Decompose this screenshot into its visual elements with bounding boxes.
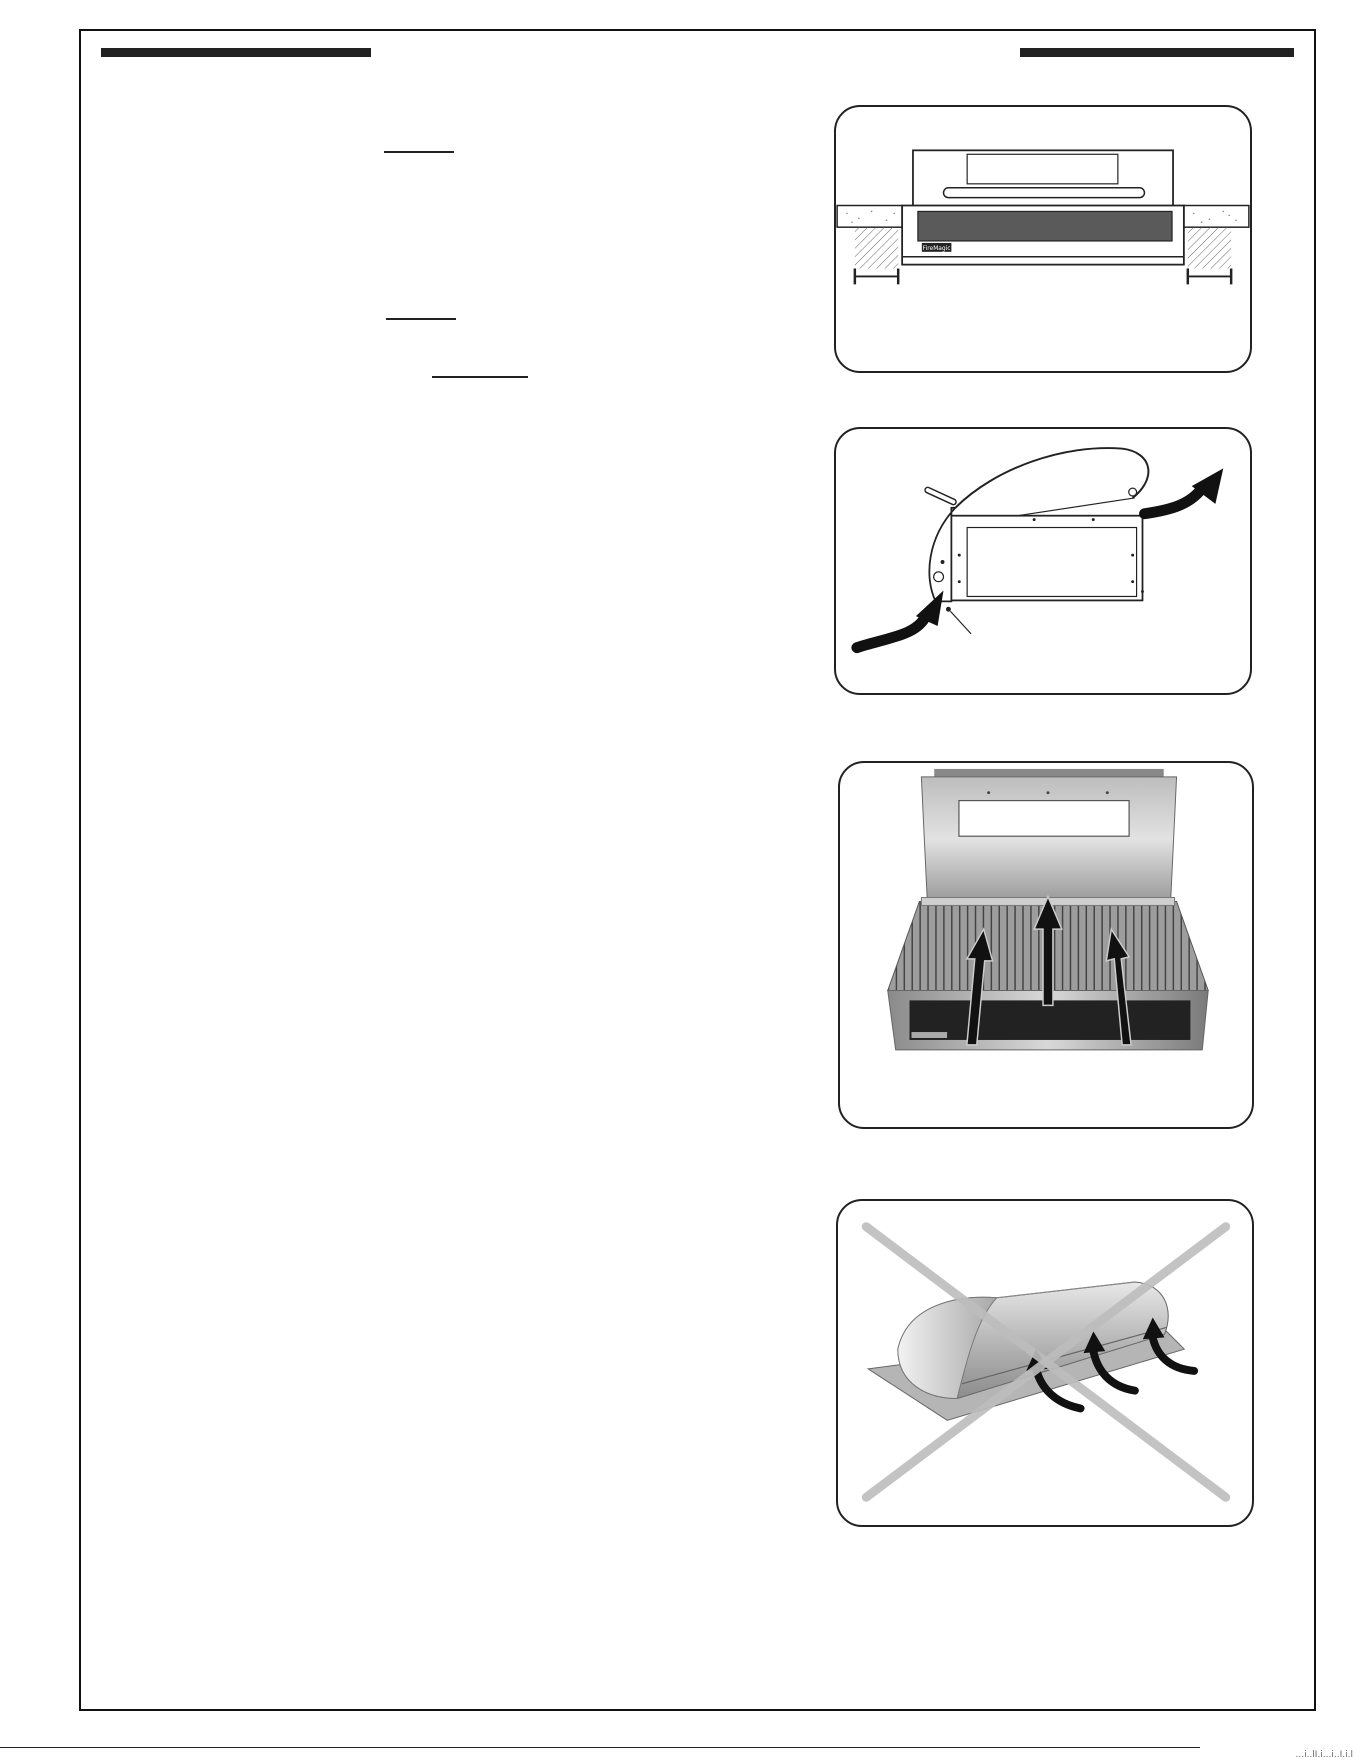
bottom-rule bbox=[0, 1747, 1200, 1748]
figure-closed-lid-crossed bbox=[836, 1199, 1254, 1527]
blank-underline-1 bbox=[384, 151, 454, 153]
figure-side-airflow bbox=[834, 427, 1252, 695]
open-lid-illustration bbox=[840, 763, 1252, 1127]
front-view-illustration bbox=[836, 107, 1250, 371]
header-rule-right bbox=[1020, 48, 1294, 57]
figure-front-view bbox=[834, 105, 1252, 373]
blank-underline-2 bbox=[386, 318, 456, 320]
blank-underline-3 bbox=[432, 376, 528, 378]
footer-text: ...i..lI.i...i..I.i.l bbox=[1295, 1750, 1353, 1760]
brand-badge: FireMagic bbox=[922, 245, 951, 252]
closed-lid-illustration bbox=[838, 1201, 1252, 1525]
figure-open-lid bbox=[838, 761, 1254, 1129]
header-rule-left bbox=[101, 48, 371, 57]
side-airflow-illustration bbox=[836, 429, 1250, 693]
